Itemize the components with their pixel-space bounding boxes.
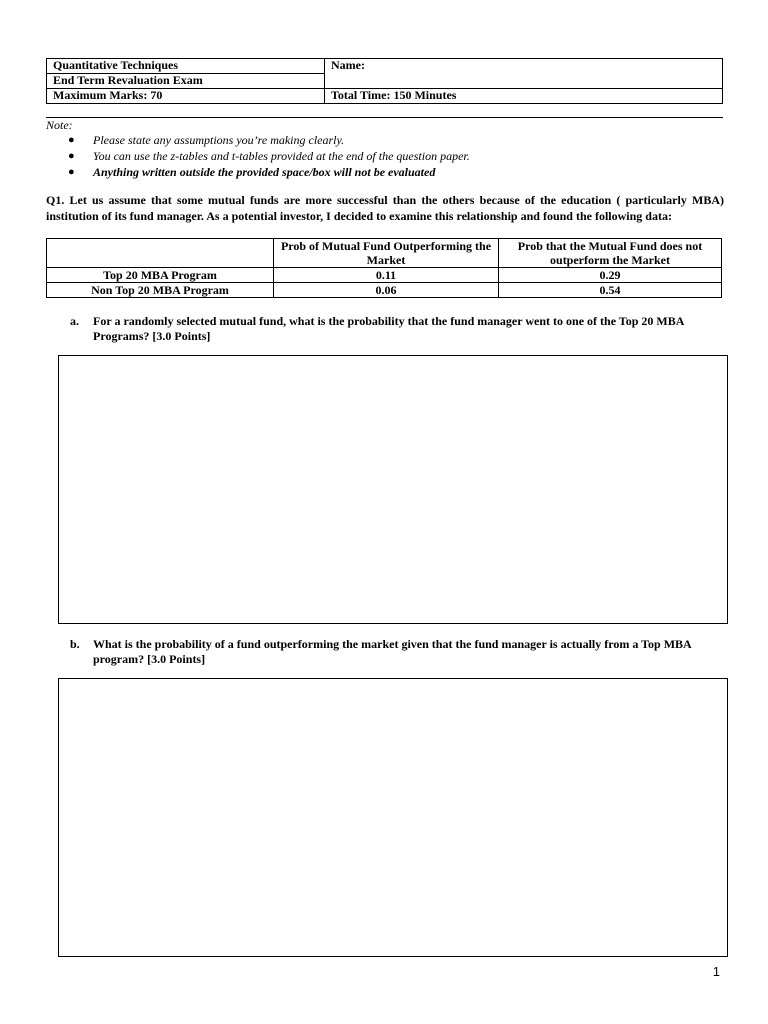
answer-box-b[interactable] (58, 678, 728, 957)
table-cell: Non Top 20 MBA Program (47, 283, 274, 298)
table-cell: 0.11 (274, 268, 499, 283)
note-item-text: Please state any assumptions you’re making clearly. (93, 133, 345, 147)
exam-header-table (46, 58, 723, 104)
table-row (47, 268, 722, 283)
table-cell: Top 20 MBA Program (47, 268, 274, 283)
question-part-a (70, 314, 730, 346)
part-letter: a. (70, 314, 79, 328)
table-header-cell: Prob that the Mutual Fund does not outperform the Market (499, 239, 722, 268)
page-number: 1 (712, 964, 720, 979)
table-cell: 0.29 (499, 268, 722, 283)
name-field-label: Name: (325, 59, 723, 89)
exam-title: End Term Revaluation Exam (47, 74, 325, 89)
note-item (68, 148, 470, 164)
note-item-text: You can use the z-tables and t-tables provided at the end of the question paper. (93, 149, 470, 163)
header-divider (46, 117, 723, 118)
bullet-icon: ● (68, 134, 75, 146)
bullet-icon: ● (68, 150, 75, 162)
max-marks: Maximum Marks: 70 (47, 89, 325, 104)
table-cell: 0.06 (274, 283, 499, 298)
note-label: Note: (46, 118, 73, 132)
table-row (47, 283, 722, 298)
bullet-icon: ● (68, 166, 75, 178)
table-header-cell: Prob of Mutual Fund Outperforming the Market (274, 239, 499, 268)
part-letter: b. (70, 637, 80, 651)
note-item-text: Anything written outside the provided space/box will not be evaluated (93, 165, 436, 179)
part-text: What is the probability of a fund outperforming the market given that the fund manager is actually from a Top MBA program? [3.0 Points] (93, 637, 692, 666)
question-part-b (70, 637, 730, 669)
probability-table (46, 238, 722, 298)
table-header-row (47, 239, 722, 268)
table-header-cell (47, 239, 274, 268)
note-item (68, 132, 470, 148)
header-row (47, 89, 723, 104)
question-1-text: Q1. Let us assume that some mutual funds are more successful than the others because of the education ( particularly MBA) institution of its fund manager. As a potential investor, I decided to examine this relationship and found the following data: (46, 193, 724, 223)
total-time: Total Time: 150 Minutes (325, 89, 723, 104)
course-title: Quantitative Techniques (47, 59, 325, 74)
table-cell: 0.54 (499, 283, 722, 298)
answer-box-a[interactable] (58, 355, 728, 624)
note-list (68, 132, 470, 180)
part-text: For a randomly selected mutual fund, what is the probability that the fund manager went to one of the Top 20 MBA Programs? [3.0 Points] (93, 314, 684, 343)
header-row (47, 59, 723, 74)
note-item (68, 164, 470, 180)
